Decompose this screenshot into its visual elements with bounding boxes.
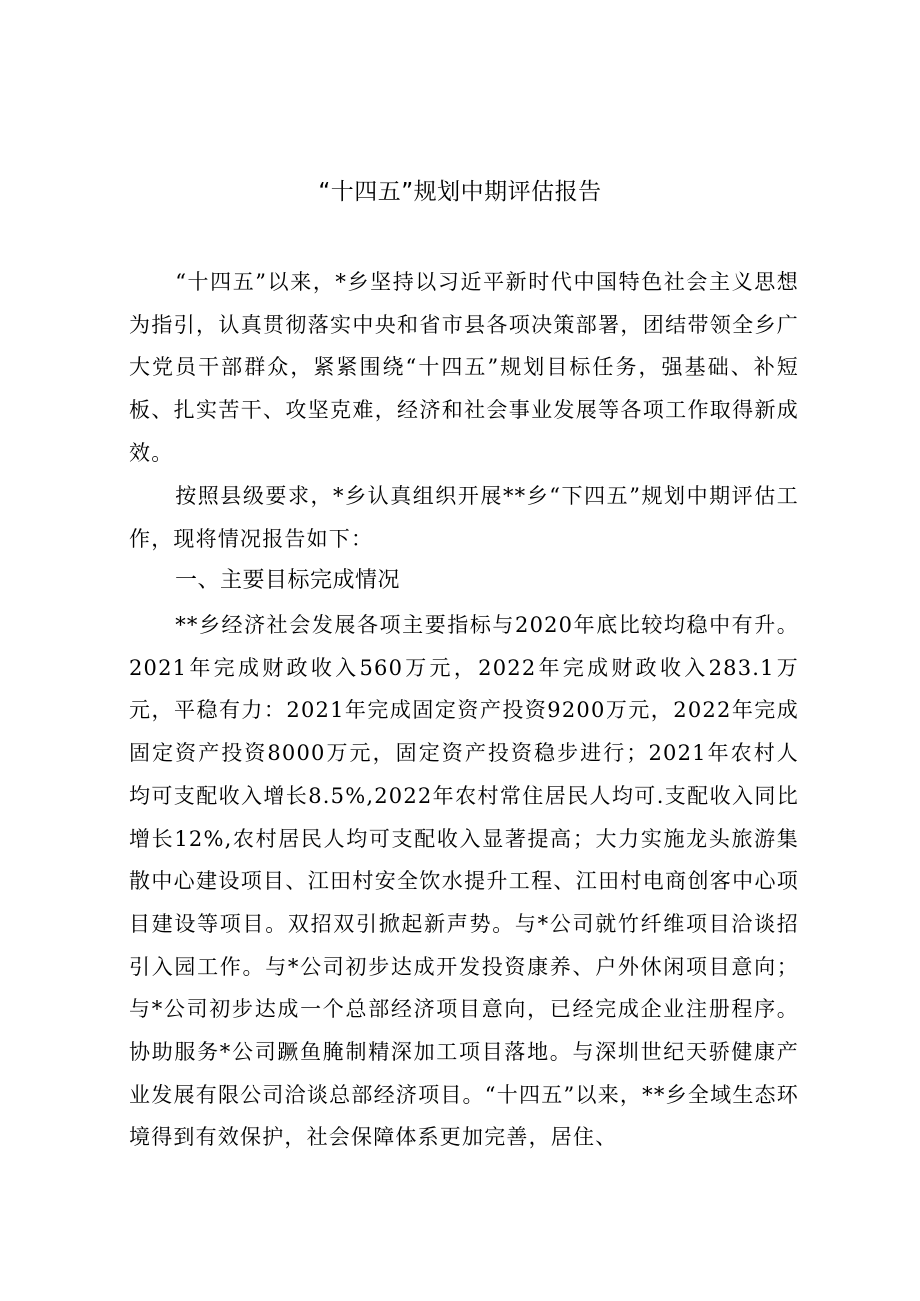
paragraph-intro: [129, 261, 799, 475]
paragraph-targets: [129, 604, 799, 1159]
paragraph-requirement: [129, 475, 799, 560]
section-heading: 一、主要目标完成情况: [175, 568, 401, 593]
paragraph-text: “十四五”以来，*乡坚持以习近平新时代中国特色社会主义思想为指引，认真贯彻落实中央和省市县各项决策部署，团结带领全乡广大党员干部群众，紧紧围绕“十四五”规划目标任务，强基础、补短板、扎实苦干、攻坚克难，经济和社会事业发展等各项工作取得新成效。: [129, 270, 799, 465]
paragraph-text: **乡经济社会发展各项主要指标与2020年底比较均稳中有升。2021年完成财政收入560万元，2022年完成财政收入283.1万元，平稳有力：2021年完成固定资产投资9200万元，2022年完成固定资产投资8000万元，固定资产投资稳步进行；2021年农村人均可支配收入增长8.5%,2022年农村常住居民人均可.支配收入同比增长12%,农村居民人均可支配收入显著提高；大力实施龙头旅游集散中心建设项目、江田村安全饮水提升工程、江田村电商创客中心项目建设等项目。双招双引掀起新声势。与*公司就竹纤维项目洽谈招引入园工作。与*公司初步达成开发投资康养、户外休闲项目意向；与*公司初步达成一个总部经济项目意向，已经完成企业注册程序。协助服务*公司蹶鱼腌制精深加工项目落地。与深圳世纪天骄健康产业发展有限公司洽谈总部经济项目。“十四五”以来，**乡全域生态环境得到有效保护，社会保障体系更加完善，居住、: [129, 613, 799, 1150]
document-title: “十四五”规划中期评估报告: [318, 179, 602, 205]
paragraph-text: 按照县级要求，*乡认真组织开展**乡“下四五”规划中期评估工作，现将情况报告如下：: [129, 484, 799, 551]
